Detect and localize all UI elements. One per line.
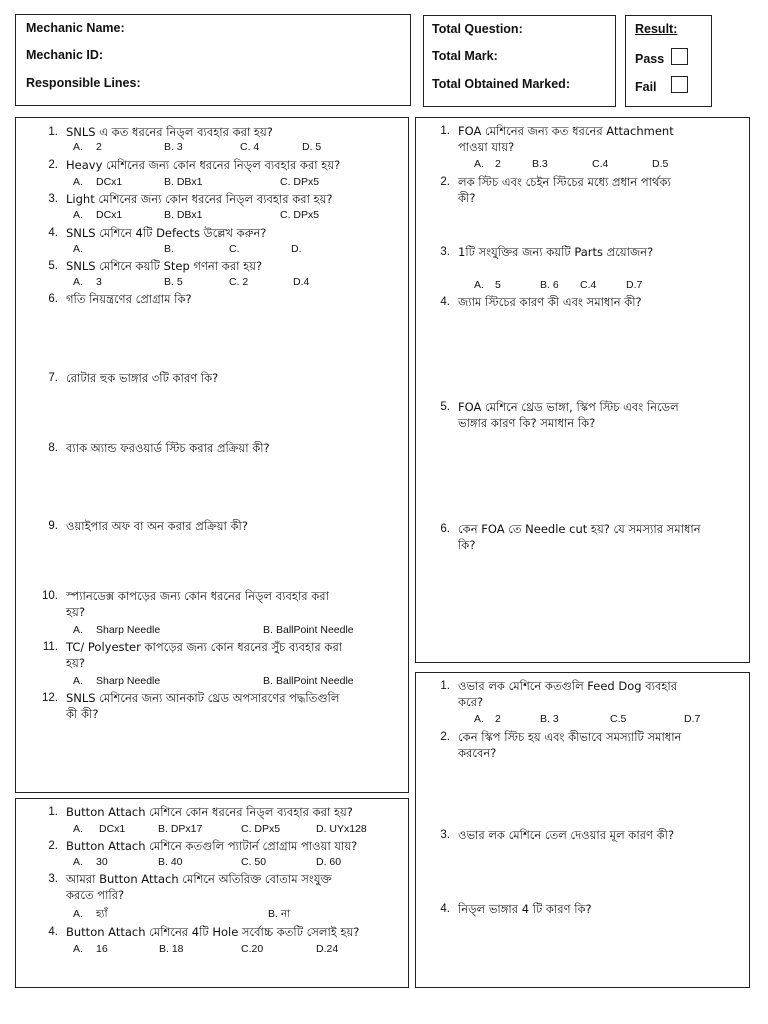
snls-section xyxy=(15,117,409,793)
answer-option: B. 40 xyxy=(158,856,183,868)
pass-label: Pass xyxy=(635,52,665,66)
question-text: হয়? xyxy=(66,605,85,619)
question-number: 6. xyxy=(440,523,450,535)
question-number: 5. xyxy=(48,260,58,272)
question-text: ব্যাক অ্যান্ড ফরওয়ার্ড স্টিচ করার প্রক্রিয়া কী? xyxy=(66,441,270,455)
answer-option: D. 5 xyxy=(302,141,322,153)
answer-option: C. DPx5 xyxy=(280,176,320,188)
answer-option: B. xyxy=(263,675,273,687)
question-number: 1. xyxy=(440,680,450,692)
button-q4-options xyxy=(73,942,403,956)
question-text: হয়? xyxy=(66,656,85,670)
answer-option: 3 xyxy=(96,276,102,288)
answer-option: B.3 xyxy=(532,158,548,170)
question-number: 6. xyxy=(48,293,58,305)
question-text: কী কী? xyxy=(66,707,99,721)
question-text: স্প্যানডেক্স কাপড়ের জন্য কোন ধরনের নিড্ল ব্যবহার করা xyxy=(66,589,329,603)
answer-option: B. 5 xyxy=(164,276,183,288)
snls-question-11 xyxy=(36,639,396,671)
question-text: Light মেশিনের জন্য কোন ধরনের নিড্ল ব্যবহার করা হয়? xyxy=(66,192,333,206)
snls-question-10 xyxy=(36,588,396,620)
question-number: 4. xyxy=(48,926,58,938)
question-text: করবেন? xyxy=(458,746,497,760)
snls-q1-options xyxy=(73,140,393,154)
answer-option: D.4 xyxy=(293,276,310,288)
answer-option: A. xyxy=(73,209,83,221)
answer-option: C. 2 xyxy=(229,276,249,288)
question-text: SNLS এ কত ধরনের নিড্ল ব্যবহার করা হয়? xyxy=(66,125,273,139)
question-number: 4. xyxy=(440,296,450,308)
question-number: 5. xyxy=(440,401,450,413)
foa-question-6 xyxy=(428,521,743,553)
overlock-question-2 xyxy=(428,729,743,761)
question-text: SNLS মেশিনের জন্য আনকাট থ্রেড অপসারণের পদ্ধতিগুলি xyxy=(66,691,340,705)
question-text: করে? xyxy=(458,695,484,709)
question-text: FOA মেশিনে থ্রেড ভাঙ্গা, স্কিপ স্টিচ এবং নিডেল xyxy=(458,400,679,414)
question-text: গতি নিয়ন্ত্রণের প্রোগ্রাম কি? xyxy=(66,292,192,306)
answer-option: C.4 xyxy=(592,158,609,170)
question-text: Button Attach মেশিনে কোন ধরনের নিড্ল ব্যবহার করা হয়? xyxy=(66,805,353,819)
question-number: 7. xyxy=(48,372,58,384)
question-text: ওভার লক মেশিনে কতগুলি Feed Dog ব্যবহার xyxy=(458,679,678,693)
pass-checkbox[interactable] xyxy=(671,48,688,65)
question-text: ওভার লক মেশিনে তেল দেওয়ার মূল কারণ কী? xyxy=(458,828,675,842)
overlock-q1-options xyxy=(474,712,744,726)
answer-option: B. DBx1 xyxy=(164,176,203,188)
question-number: 2. xyxy=(440,731,450,743)
question-number: 2. xyxy=(48,840,58,852)
snls-q10-options xyxy=(73,623,403,637)
question-number: 12. xyxy=(42,692,58,704)
answer-option: C. DPx5 xyxy=(241,823,281,835)
question-number: 4. xyxy=(440,903,450,915)
answer-option: A. xyxy=(73,856,83,868)
button-q3-options xyxy=(73,907,403,921)
question-number: 11. xyxy=(42,641,58,653)
answer-option: 30 xyxy=(96,856,108,868)
answer-option: Sharp Needle xyxy=(96,675,161,687)
snls-q3-options xyxy=(73,208,393,222)
question-text: রোটার হুক ভাঙ্গার ৩টি কারণ কি? xyxy=(66,371,219,385)
question-text: লক স্টিচ এবং চেইন স্টিচের মধ্যে প্রধান পার্থক্য xyxy=(458,175,671,189)
snls-q4-options xyxy=(73,242,393,256)
answer-option: A. xyxy=(73,675,83,687)
answer-option: BallPoint Needle xyxy=(276,624,354,636)
foa-question-5 xyxy=(428,399,743,431)
question-text: ওয়াইপার অফ বা অন করার প্রক্রিয়া কী? xyxy=(66,519,248,533)
snls-q5-options xyxy=(73,275,393,289)
answer-option: C. 4 xyxy=(240,141,260,153)
answer-option: C.5 xyxy=(610,713,627,725)
snls-q2-options xyxy=(73,175,393,189)
answer-option: C. 50 xyxy=(241,856,267,868)
question-number: 1. xyxy=(48,126,58,138)
answer-option: C.20 xyxy=(241,943,264,955)
button-q2-options xyxy=(73,855,403,869)
answer-option: B. 6 xyxy=(540,279,559,291)
answer-option: A. xyxy=(73,823,83,835)
question-text: FOA মেশিনের জন্য কত ধরনের Attachment xyxy=(458,124,674,138)
result-box xyxy=(625,15,712,107)
question-number: 2. xyxy=(440,176,450,188)
question-text: TC/ Polyester কাপড়ের জন্য কোন ধরনের সুঁচ ব্যবহার করা xyxy=(66,640,343,654)
answer-option: A. xyxy=(73,276,83,288)
answer-option: B. 3 xyxy=(540,713,559,725)
answer-option: C. xyxy=(229,243,240,255)
answer-option: DCx1 xyxy=(99,823,126,835)
answer-option: 2 xyxy=(495,713,501,725)
foa-question-1 xyxy=(428,123,743,155)
mechanic-info-box xyxy=(15,14,411,106)
answer-option: A. xyxy=(73,141,83,153)
answer-option: B. 3 xyxy=(164,141,183,153)
answer-option: DCx1 xyxy=(96,176,123,188)
question-text: SNLS মেশিনে কয়টি Step গণনা করা হয়? xyxy=(66,259,263,273)
question-text: 1টি সংযুক্তির জন্য কয়টি Parts প্রয়োজন? xyxy=(458,245,654,259)
answer-option: BallPoint Needle xyxy=(276,675,354,687)
answer-option: A. xyxy=(73,176,83,188)
button-question-3 xyxy=(36,871,401,903)
question-text: Button Attach মেশিনে কতগুলি প্যাটার্ন প্রোগ্রাম পাওয়া যায়? xyxy=(66,839,358,853)
question-text: কী? xyxy=(458,191,476,205)
answer-option: B. না xyxy=(268,908,291,920)
fail-label: Fail xyxy=(635,80,657,94)
answer-option: Sharp Needle xyxy=(96,624,161,636)
question-number: 3. xyxy=(48,193,58,205)
foa-question-2 xyxy=(428,174,743,206)
answer-option: D. UYx128 xyxy=(316,823,367,835)
answer-option: A. xyxy=(73,624,83,636)
answer-option: D.24 xyxy=(316,943,339,955)
answer-option: D.5 xyxy=(652,158,669,170)
answer-option: B. DBx1 xyxy=(164,209,203,221)
question-text: কেন FOA তে Needle cut হয়? যে সমস্যার সমাধান xyxy=(458,522,701,536)
total-obtained-label: Total Obtained Marked: xyxy=(432,77,570,91)
total-mark-label: Total Mark: xyxy=(432,49,498,63)
question-text: Button Attach মেশিনের 4টি Hole সর্বোচ্চ কতটি সেলাই হয়? xyxy=(66,925,360,939)
answer-option: B. xyxy=(263,624,273,636)
responsible-lines-label: Responsible Lines: xyxy=(26,76,141,90)
question-number: 3. xyxy=(440,829,450,841)
fail-checkbox[interactable] xyxy=(671,76,688,93)
question-text: ভাঙ্গার কারণ কি? সমাধান কি? xyxy=(458,416,596,430)
question-number: 9. xyxy=(48,520,58,532)
question-text: করতে পারি? xyxy=(66,888,125,902)
snls-question-12 xyxy=(36,690,396,722)
foa-q3-options xyxy=(474,278,744,292)
marks-summary-box xyxy=(423,15,616,107)
button-attach-section xyxy=(15,798,409,988)
foa-section xyxy=(415,117,750,663)
result-label: Result: xyxy=(635,22,678,36)
question-number: 4. xyxy=(48,227,58,239)
answer-option: D.7 xyxy=(626,279,643,291)
question-number: 8. xyxy=(48,442,58,454)
answer-option: 2 xyxy=(495,158,501,170)
answer-option: DCx1 xyxy=(96,209,123,221)
answer-option: B. DPx17 xyxy=(158,823,203,835)
question-number: 10. xyxy=(42,590,58,602)
answer-option: A. xyxy=(474,279,484,291)
question-text: কেন স্কিপ স্টিচ হয় এবং কীভাবে সমস্যাটি সমাধান xyxy=(458,730,682,744)
question-number: 3. xyxy=(440,246,450,258)
question-text: Heavy মেশিনের জন্য কোন ধরনের নিড্ল ব্যবহার করা হয়? xyxy=(66,158,341,172)
question-text: আমরা Button Attach মেশিনে অতিরিক্ত বোতাম সংযুক্ত xyxy=(66,872,332,886)
answer-option: A. xyxy=(73,943,83,955)
answer-option: D. xyxy=(291,243,302,255)
question-text: জ্যাম স্টিচের কারণ কী এবং সমাধান কী? xyxy=(458,295,642,309)
total-question-label: Total Question: xyxy=(432,22,523,36)
question-text: কি? xyxy=(458,538,476,552)
answer-option: 2 xyxy=(96,141,102,153)
question-text: পাওয়া যায়? xyxy=(458,140,515,154)
button-q1-options xyxy=(73,822,403,836)
answer-option: 5 xyxy=(495,279,501,291)
answer-option: D. 60 xyxy=(316,856,342,868)
answer-option: D.7 xyxy=(684,713,701,725)
question-text: SNLS মেশিনে 4টি Defects উল্লেখ করুন? xyxy=(66,226,267,240)
answer-option: A. xyxy=(73,243,83,255)
question-number: 1. xyxy=(48,806,58,818)
snls-q11-options xyxy=(73,674,403,688)
answer-option: B. xyxy=(164,243,174,255)
answer-option: 16 xyxy=(96,943,108,955)
question-text: নিড্ল ভাঙ্গার 4 টি কারণ কি? xyxy=(458,902,592,916)
answer-option: C. DPx5 xyxy=(280,209,320,221)
answer-option: A. xyxy=(474,158,484,170)
foa-q1-options xyxy=(474,157,744,171)
overlock-question-1 xyxy=(428,678,743,710)
answer-option: হ্যাঁ xyxy=(96,908,108,920)
answer-option: A. xyxy=(73,908,83,920)
answer-option: A. xyxy=(474,713,484,725)
mechanic-name-label: Mechanic Name: xyxy=(26,21,125,35)
question-number: 1. xyxy=(440,125,450,137)
question-number: 3. xyxy=(48,873,58,885)
answer-option: C.4 xyxy=(580,279,597,291)
overlock-section xyxy=(415,672,750,988)
mechanic-id-label: Mechanic ID: xyxy=(26,48,104,62)
answer-option: B. 18 xyxy=(159,943,184,955)
question-number: 2. xyxy=(48,159,58,171)
